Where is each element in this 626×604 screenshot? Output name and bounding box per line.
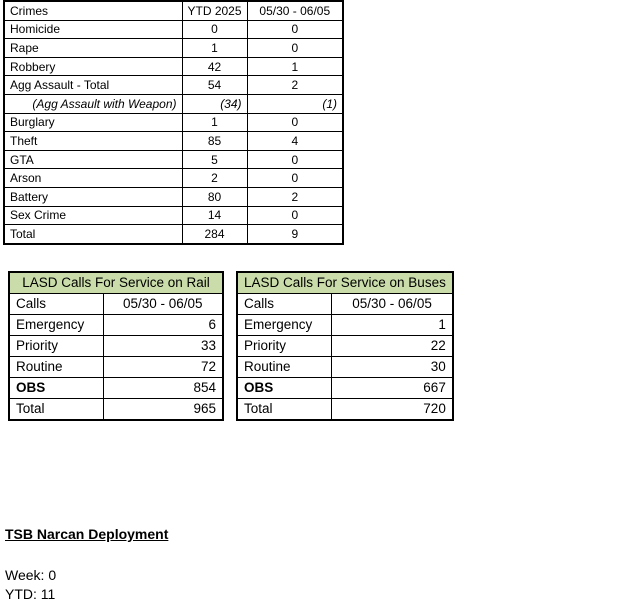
table-row (237, 357, 453, 378)
call-count-value: 72 (103, 357, 223, 378)
crime-row-label: Sex Crime (4, 206, 182, 225)
narcan-week-line: Week: 0 (5, 567, 57, 583)
call-type-label: Emergency (9, 315, 103, 336)
crime-week-value: 0 (247, 206, 343, 225)
week-col-header: 05/30 - 06/05 (247, 1, 343, 20)
call-type-label: Emergency (237, 315, 332, 336)
narcan-section (5, 526, 168, 604)
table-row (4, 187, 343, 206)
call-count-value: 854 (103, 378, 223, 399)
call-count-value: 22 (332, 336, 453, 357)
crime-week-value: 0 (247, 20, 343, 39)
crime-ytd-value: 2 (182, 169, 247, 188)
call-type-label: Priority (237, 336, 332, 357)
table-row (4, 39, 343, 58)
table-row (237, 336, 453, 357)
crimes-col-header: Crimes (4, 1, 182, 20)
bus-header-row (237, 294, 453, 315)
crime-ytd-value: 0 (182, 20, 247, 39)
bus-calls-table (236, 271, 454, 421)
call-count-value: 965 (103, 399, 223, 421)
date-range-header: 05/30 - 06/05 (332, 294, 453, 315)
crime-ytd-value: 284 (182, 225, 247, 244)
narcan-ytd-line: YTD: 11 (5, 586, 56, 602)
rail-header-row (9, 294, 223, 315)
table-row (4, 57, 343, 76)
crime-row-label: GTA (4, 150, 182, 169)
table-row (237, 315, 453, 336)
call-count-value: 6 (103, 315, 223, 336)
table-row-agg-assault-weapon (4, 94, 343, 113)
crime-row-label: Homicide (4, 20, 182, 39)
table-row-total (9, 399, 223, 421)
crime-ytd-value: 14 (182, 206, 247, 225)
table-row-obs (237, 378, 453, 399)
crime-row-label: Total (4, 225, 182, 244)
call-type-label: Priority (9, 336, 103, 357)
table-row-obs (9, 378, 223, 399)
call-type-label: Total (237, 399, 332, 421)
crimes-table (3, 0, 344, 245)
crime-week-value: 0 (247, 150, 343, 169)
crime-week-value: 2 (247, 76, 343, 95)
table-row (4, 113, 343, 132)
rail-table-title: LASD Calls For Service on Rail (9, 272, 223, 294)
crime-row-label: Battery (4, 187, 182, 206)
table-row-total (237, 399, 453, 421)
crime-ytd-value: (34) (182, 94, 247, 113)
table-row (9, 315, 223, 336)
call-type-label: Routine (237, 357, 332, 378)
call-count-value: 33 (103, 336, 223, 357)
crime-week-value: 2 (247, 187, 343, 206)
rail-table-title-row (9, 272, 223, 294)
table-row (9, 336, 223, 357)
calls-col-header: Calls (237, 294, 332, 315)
narcan-heading: TSB Narcan Deployment (5, 526, 169, 542)
crime-ytd-value: 80 (182, 187, 247, 206)
crime-row-label: Rape (4, 39, 182, 58)
table-row (4, 76, 343, 95)
table-row (4, 206, 343, 225)
crime-week-value: (1) (247, 94, 343, 113)
rail-calls-table (8, 271, 224, 421)
crime-week-value: 1 (247, 57, 343, 76)
crimes-header-row (4, 1, 343, 20)
bus-table-title-row (237, 272, 453, 294)
crime-ytd-value: 54 (182, 76, 247, 95)
calls-col-header: Calls (9, 294, 103, 315)
crime-ytd-value: 42 (182, 57, 247, 76)
crime-row-label: Arson (4, 169, 182, 188)
crime-week-value: 0 (247, 39, 343, 58)
crime-row-label: Burglary (4, 113, 182, 132)
table-row-total (4, 225, 343, 244)
call-count-value: 720 (332, 399, 453, 421)
call-type-label: OBS (237, 378, 332, 399)
table-row (9, 357, 223, 378)
call-count-value: 30 (332, 357, 453, 378)
crime-row-label: (Agg Assault with Weapon) (4, 94, 182, 113)
table-row (4, 20, 343, 39)
crime-ytd-value: 1 (182, 113, 247, 132)
crime-ytd-value: 85 (182, 132, 247, 151)
ytd-col-header: YTD 2025 (182, 1, 247, 20)
table-row (4, 169, 343, 188)
call-count-value: 667 (332, 378, 453, 399)
call-count-value: 1 (332, 315, 453, 336)
crime-row-label: Agg Assault - Total (4, 76, 182, 95)
table-row (4, 132, 343, 151)
table-row (4, 150, 343, 169)
crime-week-value: 0 (247, 113, 343, 132)
crime-row-label: Theft (4, 132, 182, 151)
crime-row-label: Robbery (4, 57, 182, 76)
crime-ytd-value: 1 (182, 39, 247, 58)
crime-week-value: 9 (247, 225, 343, 244)
crime-week-value: 4 (247, 132, 343, 151)
date-range-header: 05/30 - 06/05 (103, 294, 223, 315)
call-type-label: Routine (9, 357, 103, 378)
bus-table-title: LASD Calls For Service on Buses (237, 272, 453, 294)
crime-ytd-value: 5 (182, 150, 247, 169)
crime-week-value: 0 (247, 169, 343, 188)
call-type-label: OBS (9, 378, 103, 399)
call-type-label: Total (9, 399, 103, 421)
